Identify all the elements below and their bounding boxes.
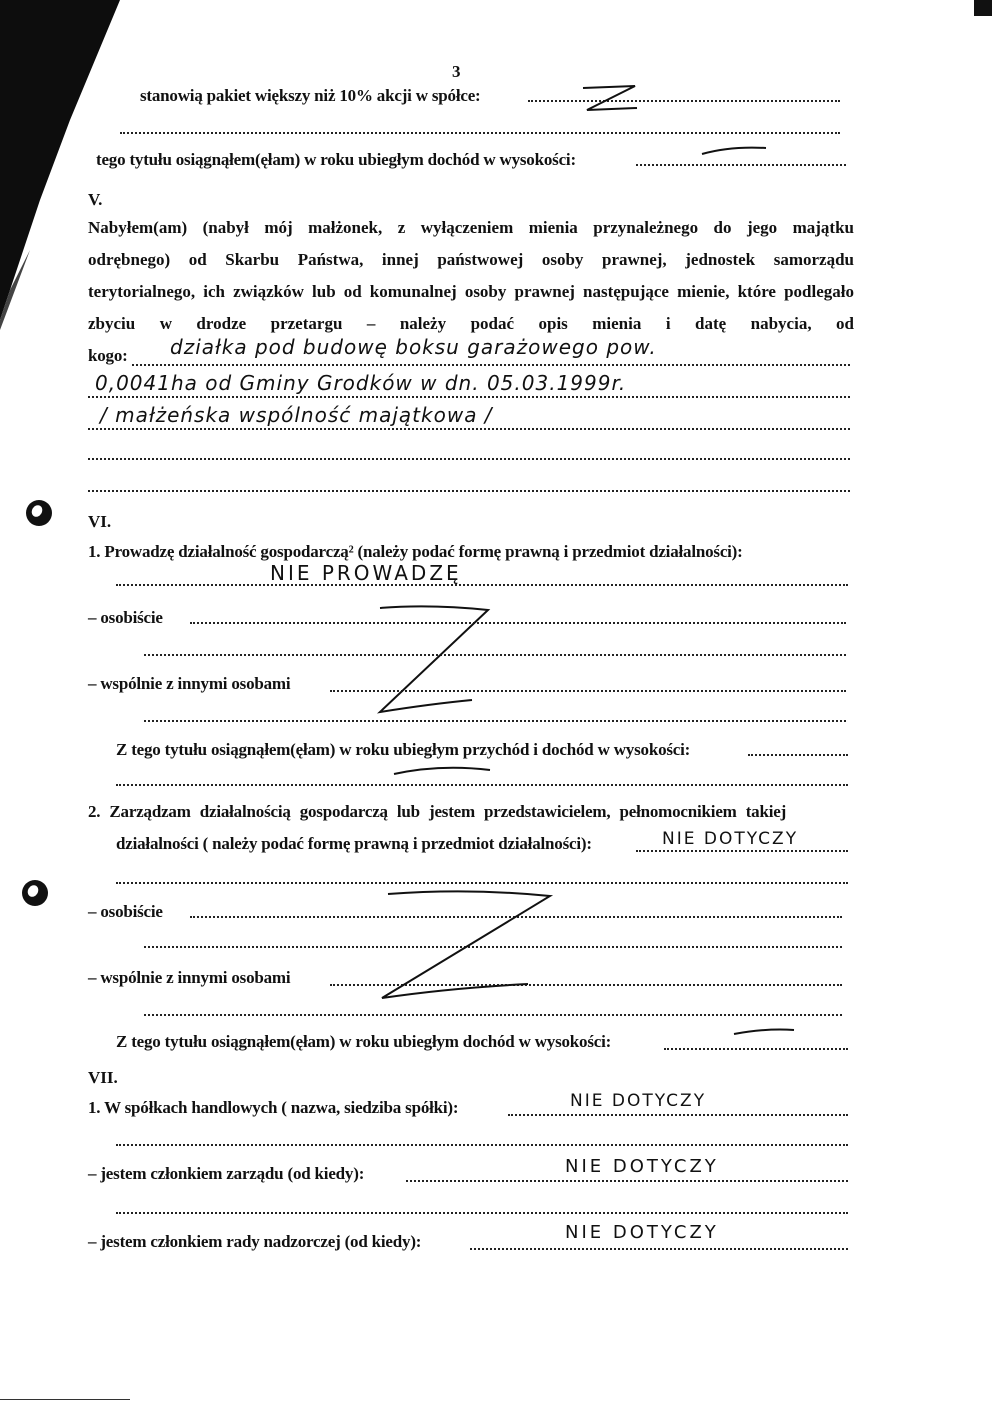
dotted-line [132, 364, 850, 366]
dotted-line [116, 1212, 848, 1214]
handwritten-nie-dotyczy: NIE DOTYCZY [570, 1091, 707, 1111]
dotted-line [116, 784, 848, 786]
section-v-line-3: terytorialnego, ich związków lub od komunalnej osoby prawnej następujące mienie, które podlegało [88, 282, 854, 301]
dotted-line [748, 754, 848, 756]
dotted-line [470, 1248, 848, 1250]
osobiscie-label-2: – osobiście [88, 902, 163, 921]
section-vii-item-1: 1. W spółkach handlowych ( nazwa, siedziba spółki): [88, 1098, 459, 1117]
dotted-line [88, 490, 850, 492]
page-number: 3 [452, 62, 461, 81]
handwritten-acquisition-3: / małżeńska wspólność majątkowa / [100, 403, 493, 427]
handwritten-nie-prowadze: NIE PROWADZĘ [270, 561, 462, 585]
dotted-line [120, 132, 840, 134]
dotted-line [116, 1144, 848, 1146]
section-vi-heading: VI. [88, 512, 112, 531]
section-vii-heading: VII. [88, 1068, 118, 1087]
dochod-line: Z tego tytułu osiągnąłem(ęłam) w roku ubiegłym dochód w wysokości: [116, 1032, 612, 1051]
section-v-line-1: Nabyłem(am) (nabył mój małżonek, z wyłączeniem mienia przynależnego do jego majątku [88, 218, 854, 237]
handwritten-nie-dotyczy: NIE DOTYCZY [565, 1156, 719, 1177]
dotted-line [88, 396, 850, 398]
handwritten-acquisition-1: działka pod budowę boksu garażowego pow. [170, 335, 657, 359]
handwritten-dash [700, 144, 770, 160]
handwritten-nie-dotyczy: NIE DOTYCZY [565, 1222, 719, 1243]
wspolnie-label-2: – wspólnie z innymi osobami [88, 968, 291, 987]
dotted-line [636, 850, 848, 852]
rada-label: – jestem członkiem rady nadzorczej (od kiedy): [88, 1232, 422, 1251]
section-v-line-4: zbyciu w drodze przetargu – należy podać opis mienia i datę nabycia, od [88, 314, 854, 333]
osobiscie-label: – osobiście [88, 608, 163, 627]
section-vi-item-2-line-2: działalności ( należy podać formę prawną i przedmiot działalności): [116, 834, 592, 853]
handwritten-acquisition-2: 0,0041ha od Gminy Grodków w dn. 05.03.1999r. [95, 371, 627, 395]
handwritten-nie-dotyczy: NIE DOTYCZY [662, 829, 799, 849]
handwritten-z-mark-large [370, 880, 560, 1010]
zarzad-label: – jestem członkiem zarządu (od kiedy): [88, 1164, 365, 1183]
dotted-line [88, 428, 850, 430]
dotted-line [406, 1180, 848, 1182]
dotted-line [664, 1048, 848, 1050]
top-line-1: stanowią pakiet większy niż 10% akcji w spółce: [140, 86, 481, 105]
dotted-line [88, 458, 850, 460]
handwritten-dash [390, 762, 500, 780]
dotted-line [508, 1114, 848, 1116]
section-v-heading: V. [88, 190, 103, 209]
punch-hole-bottom [22, 880, 48, 906]
section-v-line-2: odrębnego) od Skarbu Państwa, innej państwowej osoby prawnej, jednostek samorządu [88, 250, 854, 269]
przychod-line: Z tego tytułu osiągnąłem(ęłam) w roku ubiegłym przychód i dochód w wysokości: [116, 740, 691, 759]
scan-edge-mark [974, 0, 992, 16]
handwritten-z-mark-large [360, 600, 500, 730]
section-vi-item-1: 1. Prowadzę działalność gospodarczą² (należy podać formę prawną i przedmiot działalności): [88, 542, 743, 561]
dotted-line [636, 164, 846, 166]
bottom-rule [0, 1399, 130, 1400]
kogo-label: kogo: [88, 346, 128, 365]
dotted-line [144, 1014, 842, 1016]
handwritten-dash [730, 1024, 800, 1040]
dotted-line [190, 622, 846, 624]
wspolnie-label: – wspólnie z innymi osobami [88, 674, 291, 693]
dotted-line [116, 584, 848, 586]
punch-hole-top [26, 500, 52, 526]
section-vi-item-2-line-1: 2. Zarządzam działalnością gospodarczą lub jestem przedstawicielem, pełnomocnikiem takiej [88, 802, 787, 821]
handwritten-z-mark [575, 80, 645, 120]
top-line-2: tego tytułu osiągnąłem(ęłam) w roku ubiegłym dochód w wysokości: [96, 150, 576, 169]
